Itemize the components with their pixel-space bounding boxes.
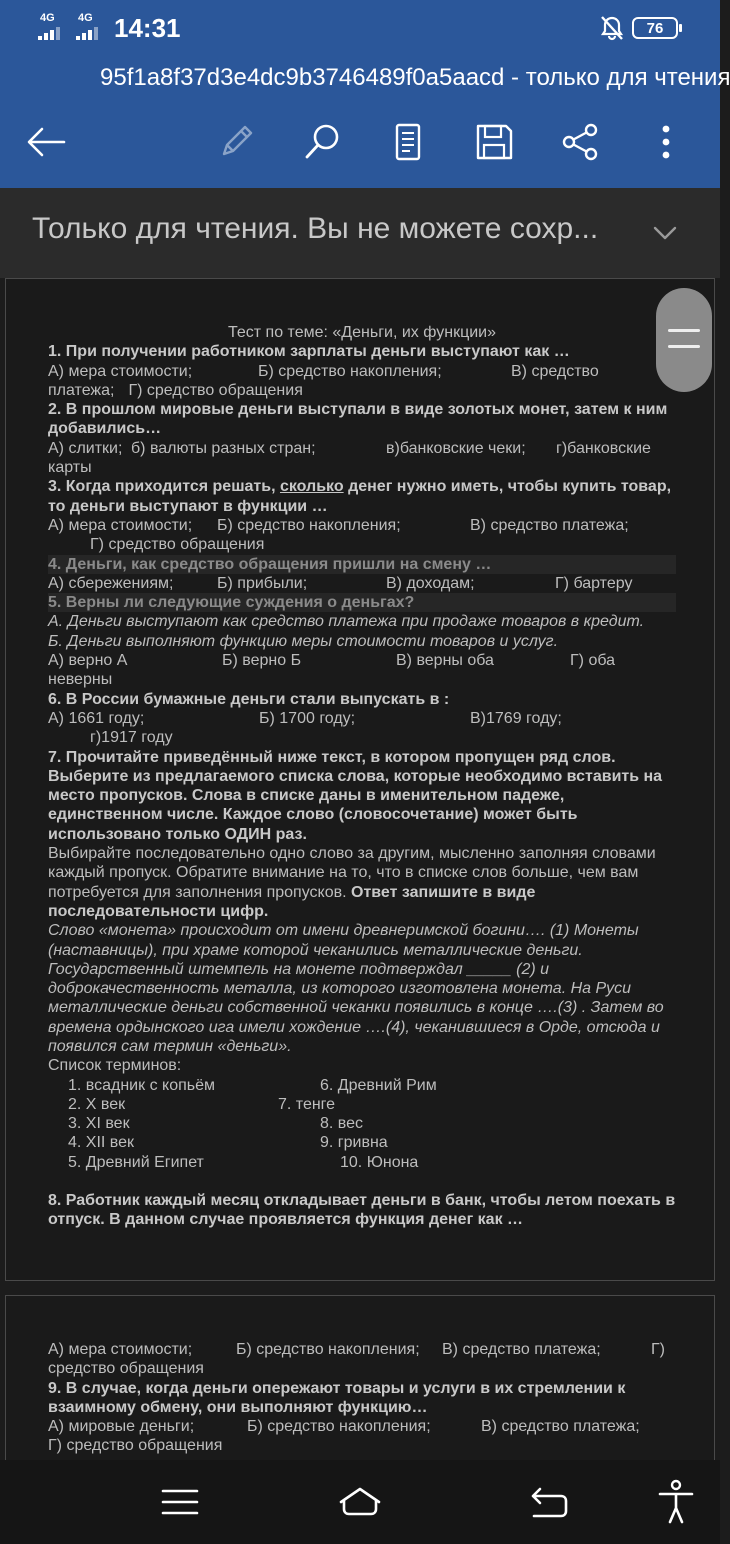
- signal-1: [38, 12, 68, 40]
- terms-list-title: Список терминов:: [48, 1057, 182, 1075]
- instructions-text: Выбирайте последовательно одно слово за другим, мысленно заполняя словами каждый пропуск. Обратите внимание на то, что в списке слов больше, чем вам потребуется для заполнения пропусков.: [48, 845, 656, 901]
- chevron-down-icon[interactable]: [650, 218, 680, 248]
- share-button[interactable]: [556, 118, 604, 166]
- question-3: [48, 477, 676, 516]
- question-6: 6. В России бумажные деньги стали выпускать в :: [48, 690, 450, 708]
- test-title: Тест по теме: «Деньги, их функции»: [228, 324, 496, 341]
- option: А) мера стоимости;: [48, 516, 193, 534]
- option: В) верны оба: [396, 652, 494, 670]
- question-2: 2. В прошлом мировые деньги выступали в виде золотых монет, затем к ним добавились…: [48, 401, 668, 438]
- home-icon: [334, 1476, 386, 1528]
- question-5-options: [48, 651, 676, 670]
- accessibility-button[interactable]: [650, 1476, 702, 1528]
- term-item: 6. Древний Рим: [320, 1076, 437, 1094]
- question-8-options: [48, 1340, 676, 1359]
- option: Б) средство накопления;: [258, 362, 442, 380]
- document-page-2[interactable]: [5, 1295, 715, 1465]
- search-icon: [300, 120, 344, 164]
- option-cont: неверны: [48, 671, 113, 689]
- network-type-1: 4G: [40, 12, 55, 24]
- option: А) слитки;: [48, 439, 123, 457]
- option: г)1917 году: [90, 729, 173, 747]
- option: Г) средство обращения: [48, 1437, 223, 1455]
- option: А) мера стоимости;: [48, 362, 193, 380]
- search-button[interactable]: [298, 118, 346, 166]
- home-button[interactable]: [334, 1476, 386, 1528]
- option: В) средство: [511, 362, 599, 380]
- option: Г): [651, 1341, 665, 1358]
- document-title: 95f1a8f37d3e4dc9b3746489f0a5aacd - только для чтения: [100, 64, 730, 91]
- system-navigation-bar: [0, 1460, 720, 1544]
- instructions-bold: Ответ запишите в виде последовательности цифр.: [48, 883, 536, 920]
- menu-button[interactable]: [154, 1476, 206, 1528]
- option: платежа;: [48, 381, 115, 399]
- term-item: 8. вес: [320, 1115, 364, 1133]
- terms-list: [68, 1076, 676, 1172]
- question-1-options-cont: [48, 381, 676, 400]
- question-5: 5. Верны ли следующие суждения о деньгах?: [48, 593, 676, 612]
- option-cont: средство обращения: [48, 1360, 204, 1378]
- scroll-handle[interactable]: [656, 288, 712, 392]
- option: А) сбережениям;: [48, 574, 174, 592]
- menu-icon: [154, 1476, 206, 1528]
- network-type-2: 4G: [78, 12, 93, 24]
- back-arrow-icon: [24, 120, 68, 164]
- term-item: 9. гривна: [320, 1134, 388, 1152]
- question-3-text-end: денег нужно иметь, чтобы купить товар, то деньги выступают в функции …: [48, 478, 672, 515]
- page-2-content: [48, 1340, 676, 1456]
- option: Г) средство обращения: [90, 536, 265, 554]
- clock: 14:31: [114, 13, 181, 43]
- signal-2: [76, 12, 106, 40]
- reading-view-button[interactable]: [384, 118, 432, 166]
- question-4: 4. Деньги, как средство обращения пришли на смену …: [48, 555, 676, 574]
- option: Г) бартеру: [555, 574, 633, 592]
- term-item: 10. Юнона: [340, 1153, 419, 1171]
- question-4-options: [48, 574, 676, 593]
- question-1-options: [48, 362, 676, 381]
- battery-indicator: 76: [632, 17, 678, 39]
- option: А) мировые деньги;: [48, 1418, 195, 1436]
- more-button[interactable]: [642, 118, 690, 166]
- option: г)банковские: [556, 439, 651, 457]
- share-icon: [558, 120, 602, 164]
- term-item: 7. тенге: [278, 1095, 336, 1113]
- question-7: 7. Прочитайте приведённый ниже текст, в котором пропущен ряд слов. Выберите из предлагаемого списка слова, которые необходимо вставить на место пропусков. Слова в списке даны в именительном падеже, единственном числе. Каждое слово (словосочетание) может быть использовано только ОДИН раз.: [48, 748, 663, 843]
- spacer: [48, 1172, 676, 1191]
- option: в)банковские чеки;: [386, 439, 526, 457]
- option: Б) средство накопления;: [217, 516, 401, 534]
- question-1: 1. При получении работником зарплаты деньги выступают как …: [48, 343, 570, 361]
- option: Г) средство обращения: [128, 381, 303, 399]
- edit-button[interactable]: [212, 118, 260, 166]
- question-7-instructions: [48, 844, 676, 921]
- option: Б) 1700 году;: [259, 709, 356, 727]
- term-item: 2. Х век: [68, 1095, 126, 1113]
- option-cont: карты: [48, 459, 92, 477]
- option: В)1769 году;: [470, 709, 562, 727]
- option: А) верно А: [48, 652, 128, 670]
- mute-bell-icon: [598, 14, 626, 42]
- more-icon: [644, 120, 688, 164]
- question-9-options: [48, 1417, 676, 1436]
- back-button[interactable]: [22, 118, 70, 166]
- question-7-passage: Слово «монета» происходит от имени древнеримской богини…. (1) Монеты (наставницы), при храме которой чеканились металлические деньги. Государственный штемпель на монете подтверждал _____ (2) и доброкачественность металла, из которого изготовлена монета. На Руси металлические деньги собственной чеканки появились в конце ….(3) . Затем во времена ордынского ига имели хождение ….(4), чеканившиеся в Орде, отсюда и появился сам термин «деньги».: [48, 922, 664, 1055]
- option: В) доходам;: [386, 574, 475, 592]
- signal-bars-icon: [76, 27, 98, 40]
- statement-a: А. Деньги выступают как средство платежа при продаже товаров в кредит.: [48, 613, 645, 631]
- question-3-options: [48, 516, 676, 535]
- option: Б) прибыли;: [217, 574, 308, 592]
- save-button[interactable]: [470, 118, 518, 166]
- option: В) средство платежа;: [481, 1418, 640, 1436]
- term-item: 4. XII век: [68, 1134, 135, 1152]
- signal-indicators: [38, 12, 106, 40]
- option: Г) оба: [570, 652, 616, 670]
- question-6-options: [48, 709, 676, 728]
- reading-view-icon: [386, 120, 430, 164]
- question-3-text: 3. Когда приходится решать,: [48, 478, 280, 496]
- option: В) средство платежа;: [470, 516, 629, 534]
- signal-bars-icon: [38, 27, 60, 40]
- back-icon: [524, 1476, 576, 1528]
- option: б) валюты разных стран;: [131, 439, 316, 457]
- status-bar: [0, 0, 720, 56]
- option: А) 1661 году;: [48, 709, 145, 727]
- save-icon: [472, 120, 516, 164]
- statement-b: Б. Деньги выполняют функцию меры стоимости товаров и услуг.: [48, 632, 559, 650]
- read-only-banner[interactable]: [0, 188, 720, 278]
- option: Б) средство накопления;: [236, 1341, 420, 1358]
- question-2-options: [48, 439, 676, 458]
- term-item: 3. XI век: [68, 1115, 130, 1133]
- document-page-1[interactable]: [5, 278, 715, 1281]
- option: А) мера стоимости;: [48, 1341, 193, 1358]
- app-header: [0, 0, 730, 188]
- question-3-underlined: сколько: [279, 478, 344, 496]
- term-item: 5. Древний Египет: [68, 1153, 204, 1171]
- read-only-message: Только для чтения. Вы не можете сохр...: [32, 212, 599, 245]
- accessibility-icon: [650, 1476, 702, 1528]
- option: В) средство платежа;: [442, 1341, 601, 1358]
- pencil-icon: [214, 120, 258, 164]
- option: Б) верно Б: [222, 652, 302, 670]
- question-8: 8. Работник каждый месяц откладывает деньги в банк, чтобы летом поехать в отпуск. В данном случае проявляется функция денег как …: [48, 1192, 676, 1229]
- page-1-content: [48, 323, 676, 1230]
- term-item: 1. всадник с копьём: [68, 1076, 215, 1094]
- question-9: 9. В случае, когда деньги опережают товары и услуги в их стремлении к взаимному обмену, они выполняют функцию…: [48, 1379, 626, 1416]
- option: Б) средство накопления;: [247, 1418, 431, 1436]
- back-nav-button[interactable]: [524, 1476, 576, 1528]
